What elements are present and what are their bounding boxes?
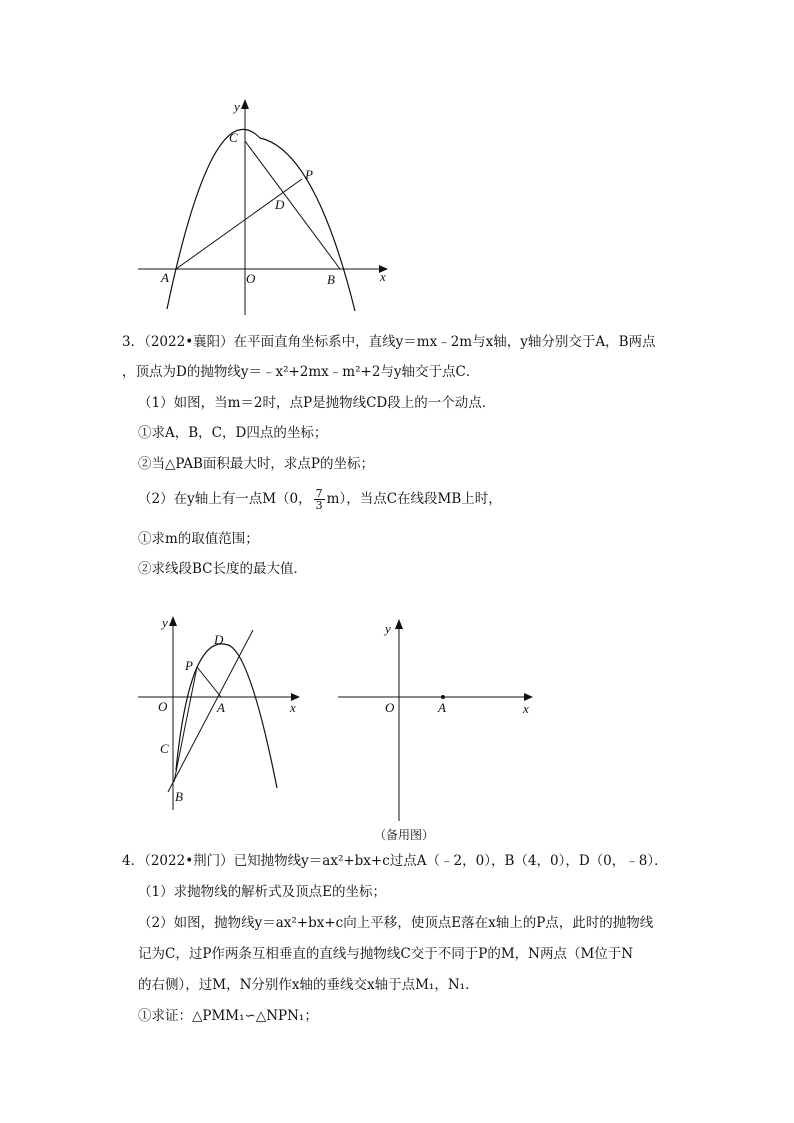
- problem3-line6-post: m），当点C在线段MB上时，: [326, 491, 502, 507]
- y-axis-arrow: [395, 619, 403, 629]
- problem4-line6: ①求证：△PMM₁∽△NPN₁；: [138, 1008, 318, 1024]
- problem3-line4: ①求A，B，C，D四点的坐标；: [138, 425, 328, 441]
- problem3-line3: （1）如图，当m＝2时，点P是抛物线CD段上的一个动点．: [138, 395, 496, 411]
- label-P: P: [305, 167, 313, 182]
- segment-PA: [197, 667, 221, 697]
- x-axis-arrow: [524, 693, 533, 701]
- label-x: x: [523, 701, 529, 716]
- problem3-line6: [138, 482, 502, 516]
- label-A: A: [438, 700, 446, 715]
- label-x: x: [380, 269, 386, 284]
- label-B: B: [175, 789, 183, 804]
- segment-PB: [174, 667, 197, 782]
- label-D: D: [275, 197, 285, 212]
- problem4-line3: （2）如图，抛物线y＝ax²+bx+c向上平移，使顶点E落在x轴上的P点，此时的抛物线: [138, 915, 654, 931]
- problem3-line8: ②求线段BC长度的最大值．: [138, 561, 308, 577]
- label-x: x: [290, 700, 296, 715]
- fraction-denominator: 3: [315, 499, 323, 512]
- y-axis-arrow: [169, 616, 177, 626]
- fraction-7-3: [314, 488, 325, 511]
- label-A: A: [161, 270, 169, 285]
- label-O: O: [158, 699, 168, 714]
- label-D: D: [214, 632, 224, 647]
- problem3-line5: ②当△PAB面积最大时，求点P的坐标；: [138, 456, 374, 472]
- fraction-numerator: 7: [315, 487, 323, 500]
- label-y: y: [234, 99, 240, 114]
- label-C: C: [229, 130, 238, 145]
- point-A: [441, 695, 445, 699]
- problem3-line1: 3．（2022•襄阳）在平面直角坐标系中，直线y＝mx﹣2m与x轴，y轴分别交于A，B两点: [122, 334, 656, 350]
- problem4-line1: 4．（2022•荆门）已知抛物线y＝ax²+bx+c过点A（﹣2，0），B（4，0），D（0，﹣8）．: [122, 853, 668, 869]
- figure-parabola-triangle: [130, 95, 400, 320]
- label-O: O: [246, 271, 256, 286]
- label-y: y: [385, 621, 391, 636]
- label-O: O: [385, 700, 395, 715]
- label-B: B: [327, 272, 335, 287]
- figure-parabola-line: [130, 612, 310, 812]
- problem4-line4: 记为C，过P作两条互相垂直的直线与抛物线C交于不同于P的M，N两点（M位于N: [138, 946, 634, 962]
- problem4-line2: （1）求抛物线的解析式及顶点E的坐标；: [138, 884, 386, 900]
- y-axis-arrow: [241, 99, 249, 109]
- problem3-line6-pre: （2）在y轴上有一点M（0，: [138, 491, 312, 507]
- figure-backup-axes: [330, 615, 545, 825]
- backup-figure-caption: （备用图）: [374, 828, 435, 842]
- problem4-line5: 的右侧），过M，N分别作x轴的垂线交x轴于点M₁，N₁．: [138, 977, 479, 993]
- label-y: y: [162, 615, 168, 630]
- problem3-line2: ，顶点为D的抛物线y＝﹣x²+2mx﹣m²+2与y轴交于点C．: [122, 364, 480, 380]
- problem3-line7: ①求m的取值范围；: [138, 531, 259, 547]
- label-C: C: [160, 741, 169, 756]
- label-P: P: [185, 658, 193, 673]
- label-A: A: [217, 700, 225, 715]
- line-BA: [168, 630, 253, 792]
